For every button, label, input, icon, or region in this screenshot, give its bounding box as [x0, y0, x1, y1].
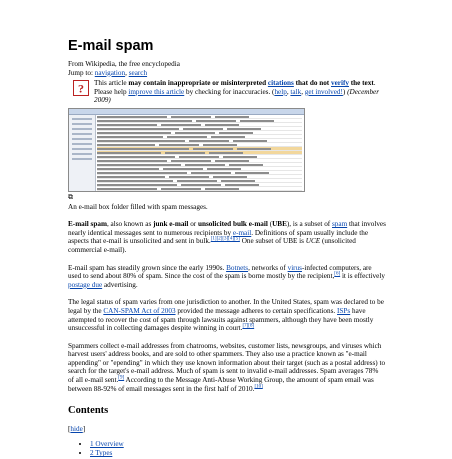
enlarge-icon[interactable]: ⧉: [68, 192, 73, 201]
toc-item: [90, 449, 386, 458]
virus-link[interactable]: virus: [287, 263, 302, 272]
verify-link[interactable]: verify: [331, 79, 349, 88]
message-list: [97, 115, 302, 191]
paragraph-collection: Spammers collect e-mail addresses from chatrooms, websites, customer lists, newsgroups, and viruses which harvest users' address books, and are sold to other spammers. They also use a practice known as "e-mail appending" or "epending" in which they use known information about their target (such as a postal address) to search for the target's e-mail address. Much of spam is sent to invalid e-mail addresses. Spam averages 78% of all e-mail sent.[9] According to the Message Anti-Abuse Working Group, the amount of spam email was between 88-92% of email messages sent in the first half of 2010.[10]: [68, 341, 386, 393]
reference-link[interactable]: [7][8]: [242, 323, 255, 329]
help-link[interactable]: help: [274, 87, 287, 96]
toc-toggle: [hide]: [68, 425, 86, 434]
search-link[interactable]: search: [128, 68, 148, 77]
citations-link[interactable]: citations: [267, 79, 294, 88]
toc-link-types[interactable]: 2 Types: [90, 449, 113, 458]
citation-notice: [68, 79, 386, 105]
reference-link[interactable]: [10]: [254, 384, 263, 390]
paragraph-intro: E-mail spam, also known as junk e-mail or unsolicited bulk e-mail (UBE), is a subset of spam that involves nearly identical messages sent to numerous recipients by e-mail. Definitions of spam usually include the aspects that e-mail is unsolicited and sent in bulk.[1][2][3][4][5] One subset of UBE is UCE (unsolicited commercial e-mail).: [68, 220, 386, 254]
toc-item: [90, 440, 386, 449]
folder-pane: [69, 115, 96, 191]
hide-toc-link[interactable]: hide: [70, 425, 83, 434]
paragraph-legal: The legal status of spam varies from one jurisdiction to another. In the United States, spam was declared to be legal by the CAN-SPAM Act of 2003 provided the message adheres to certain specifications. ISPs have attempted to recover the cost of spam through lawsuits against spammers, although they have been mostly unsuccessful in collecting damages despite winning in court.[7][8]: [68, 298, 384, 333]
improve-article-link[interactable]: improve this article: [128, 87, 185, 96]
reference-link[interactable]: [9]: [118, 375, 125, 381]
svg-text:?: ?: [78, 81, 84, 96]
paragraph-growth: E-mail spam has steadily grown since the early 1990s. Botnets, networks of virus-infected computers, are used to send about 80% of spam. Since the cost of the spam is borne mostly by the recipient,[6] it is effectively postage due advertising.: [68, 263, 385, 289]
figure-caption: An e-mail box folder filled with spam messages.: [68, 202, 208, 211]
jump-to: Jump to: navigation, search: [68, 68, 148, 77]
get-involved-link[interactable]: get involved!: [304, 87, 343, 96]
botnets-link[interactable]: Botnets: [226, 263, 249, 272]
postage-due-link[interactable]: postage due: [68, 280, 103, 289]
message-row: [97, 187, 302, 191]
spam-folder-image[interactable]: [68, 108, 305, 192]
toc-link-overview[interactable]: 1 Overview: [90, 439, 124, 448]
reference-link[interactable]: [6]: [334, 271, 341, 277]
spam-link[interactable]: spam: [332, 220, 348, 229]
reference-link[interactable]: [1][2][3][4][5]: [210, 236, 240, 242]
navigation-link[interactable]: navigation: [94, 68, 126, 77]
talk-link[interactable]: talk: [290, 87, 302, 96]
spam-folder-figure: [68, 108, 386, 211]
email-link[interactable]: e-mail: [232, 228, 252, 237]
site-sub: From Wikipedia, the free encyclopedia: [68, 60, 180, 68]
can-spam-link[interactable]: CAN-SPAM Act of 2003: [103, 306, 176, 315]
contents-heading: Contents: [68, 405, 109, 417]
notice-text: This article may contain inappropriate or misinterpreted citations that do not verify the text. Please help improve this article by checking for inaccuracies. (help, talk, get involved!) (December 2009): [94, 79, 380, 105]
question-mark-icon: [68, 79, 94, 100]
article: [68, 38, 386, 459]
isps-link[interactable]: ISPs: [337, 306, 351, 315]
page-title: E-mail spam: [68, 38, 154, 54]
toc-list: [90, 440, 386, 458]
